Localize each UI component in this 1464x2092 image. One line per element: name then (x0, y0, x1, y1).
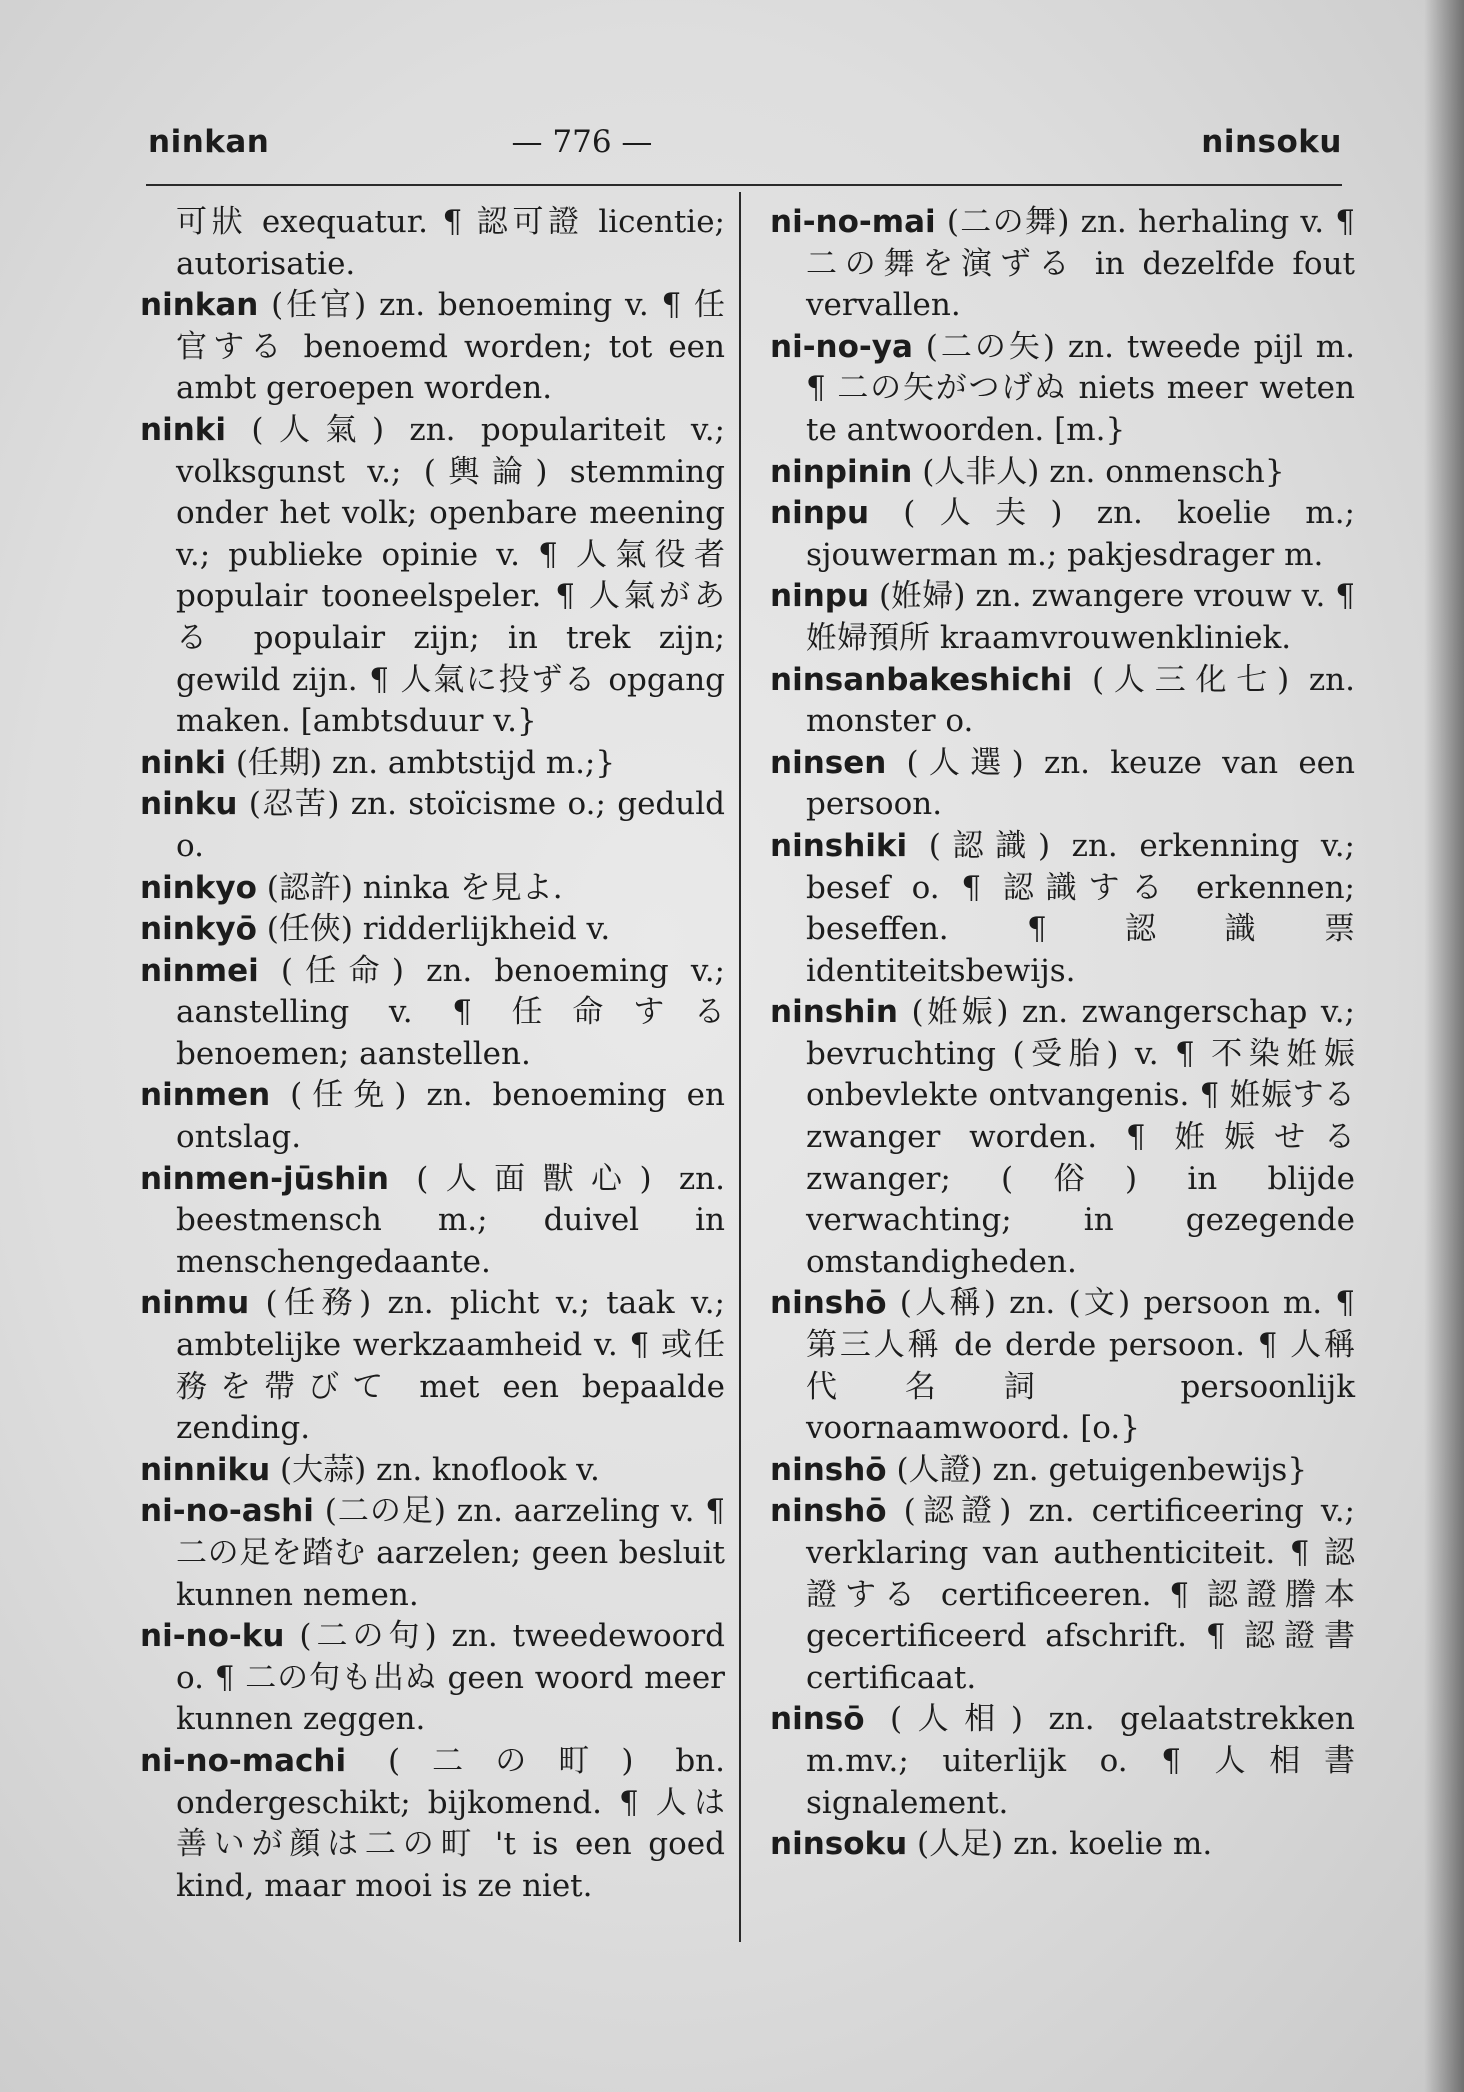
entry-body: (人夫) zn. koelie m.; sjouwerman m.; pakjesdrager m. (806, 495, 1355, 573)
entry-body: (二の足) zn. aarzeling v. ¶ 二の足を踏む aarzelen; geen besluit kunnen nemen. (176, 1493, 725, 1613)
entry-headword: ninshō (770, 1451, 887, 1488)
page-number: — 776 — (511, 124, 653, 160)
entry-body: (認識) zn. erkenning v.; besef o. ¶ 認識する erkennen; beseffen. ¶ 認識票 identiteitsbewijs. (806, 827, 1355, 989)
entry-headword: ninki (140, 744, 227, 781)
entry-headword: ninpu (770, 578, 870, 615)
dictionary-entry (770, 1283, 1355, 1449)
entry-headword: ninki (140, 411, 227, 448)
entry-headword: ninmen (140, 1077, 271, 1114)
dictionary-entry (140, 743, 725, 785)
dictionary-entry (140, 1616, 725, 1741)
entry-headword: ni-no-machi (140, 1742, 347, 1779)
entry-headword: ninsen (770, 744, 887, 781)
dictionary-entry (140, 909, 725, 951)
dictionary-entry (140, 1075, 725, 1158)
dictionary-entry (770, 1699, 1355, 1824)
entry-headword: ninku (140, 786, 238, 823)
dictionary-entry (770, 660, 1355, 743)
dictionary-entry (770, 1450, 1355, 1492)
entry-body: (任期) zn. ambtstijd m.;} (226, 744, 616, 781)
entry-headword: ni-no-ku (140, 1618, 285, 1655)
entry-body: (人足) zn. koelie m. (907, 1826, 1213, 1863)
entry-body: (認證) zn. certificeering v.; verklaring van authenticiteit. ¶ 認證する certificeeren. ¶ 認證謄本 gecertificeerd afschrift. ¶ 認證書 certificaat. (806, 1493, 1355, 1696)
entry-body: (姙婦) zn. zwangere vrouw v. ¶ 姙婦預所 kraamvrouwenkliniek. (806, 578, 1355, 656)
entry-body: (人相) zn. gelaatstrekken m.mv.; uiterlijk o. ¶ 人相書 signalement. (806, 1701, 1355, 1821)
dictionary-entry (140, 784, 725, 867)
entry-body: (任官) zn. benoeming v. ¶ 任官する benoemd worden; tot een ambt geroepen worden. (176, 287, 725, 407)
dictionary-entry (140, 1741, 725, 1907)
dictionary-entry (140, 951, 725, 1076)
entry-body: (二の句) zn. tweedewoord o. ¶ 二の句も出ぬ geen woord meer kunnen zeggen. (176, 1618, 725, 1738)
entry-body: (大蒜) zn. knoflook v. (270, 1451, 600, 1488)
entry-headword: ni-no-ya (770, 328, 913, 365)
dictionary-entry (140, 1450, 725, 1492)
dictionary-entry (770, 493, 1355, 576)
dictionary-entry (770, 1491, 1355, 1699)
entry-body: (人三化七) zn. monster o. (806, 661, 1355, 740)
entry-headword: ninshō (770, 1493, 887, 1530)
column-divider (739, 192, 741, 1942)
dictionary-entry (770, 452, 1355, 494)
entry-body: 可狀 exequatur. ¶ 認可證 licentie; autorisatie. (176, 204, 725, 282)
dictionary-entry (140, 1159, 725, 1284)
entry-body: (任務) zn. plicht v.; taak v.; ambtelijke werkzaamheid v. ¶ 或任務を帶びて met een bepaalde zending. (176, 1285, 725, 1447)
left-column (140, 202, 725, 1907)
entry-headword: ninmu (140, 1285, 250, 1322)
entry-body: (二の舞) zn. herhaling v. ¶ 二の舞を演ずる in dezelfde fout vervallen. (806, 204, 1355, 324)
running-head-left: ninkan (148, 124, 270, 160)
dictionary-entry (140, 868, 725, 910)
page-spine-shadow (1424, 0, 1464, 2092)
entry-headword: ni-no-mai (770, 204, 936, 240)
running-head-right: ninsoku (1201, 124, 1342, 160)
dictionary-entry (140, 202, 725, 285)
dictionary-entry (140, 1491, 725, 1616)
dictionary-entry (770, 743, 1355, 826)
entry-body: (人稱) zn. (文) persoon m. ¶ 第三人稱 de derde persoon. ¶ 人稱代名詞 persoonlijk voornaamwoord. [o.} (806, 1285, 1355, 1447)
entry-headword: ninsanbakeshichi (770, 661, 1073, 698)
entry-headword: ni-no-ashi (140, 1493, 314, 1530)
entry-body: (人選) zn. keuze van een persoon. (806, 744, 1355, 823)
entry-body: (人氣) zn. populariteit v.; volksgunst v.; (輿論) stemming onder het volk; openbare meening v.; publieke opinie v. ¶ 人氣役者 populair tooneelspeler. ¶ 人氣がある populair zijn; in trek zijn; gewild zijn. ¶ 人氣に投ずる opgang maken. [ambtsduur v.} (176, 411, 725, 740)
dictionary-entry (770, 1824, 1355, 1866)
dictionary-entry (140, 285, 725, 410)
entry-body: (認許) ninka を見よ. (256, 869, 563, 906)
entry-headword: ninsoku (770, 1826, 908, 1863)
entry-headword: ninkan (140, 287, 259, 324)
dictionary-entry (770, 327, 1355, 452)
entry-headword: ninpu (770, 495, 870, 532)
right-column (770, 202, 1355, 1866)
entry-body: (任俠) ridderlijkheid v. (256, 911, 611, 948)
dictionary-entry (770, 202, 1355, 327)
entry-headword: ninpinin (770, 453, 913, 490)
entry-body: (人非人) zn. onmensch} (912, 453, 1285, 490)
entry-body: (二の町) bn. ondergeschikt; bijkomend. ¶ 人は善いが顔は二の町 't is een goed kind, maar mooi is ze niet. (176, 1742, 725, 1904)
entry-body: (任命) zn. benoeming v.; aanstelling v. ¶ 任命する benoemen; aanstellen. (176, 952, 725, 1072)
entry-headword: ninkyō (140, 911, 257, 948)
dictionary-entry (770, 992, 1355, 1283)
dictionary-entry (770, 576, 1355, 659)
entry-headword: ninsō (770, 1701, 865, 1738)
entry-body: (忍苦) zn. stoïcisme o.; geduld o. (176, 786, 725, 864)
entry-body: (任免) zn. benoeming en ontslag. (176, 1077, 725, 1156)
entry-headword: ninshō (770, 1285, 887, 1322)
entry-headword: ninshin (770, 994, 898, 1031)
entry-headword: ninmen-jūshin (140, 1160, 389, 1197)
dictionary-entry (140, 1283, 725, 1449)
entry-body: (人證) zn. getuigenbewijs} (886, 1451, 1308, 1488)
entry-body: (人面獸心) zn. beestmensch m.; duivel in menschengedaante. (176, 1160, 725, 1280)
dictionary-entry (770, 826, 1355, 992)
entry-body: (二の矢) zn. tweede pijl m. ¶ 二の矢がつげぬ niets meer weten te antwoorden. [m.} (806, 328, 1355, 448)
entry-headword: ninniku (140, 1451, 271, 1488)
entry-headword: ninmei (140, 952, 259, 989)
dictionary-entry (140, 410, 725, 743)
entry-headword: ninkyo (140, 869, 257, 906)
entry-headword: ninshiki (770, 827, 908, 864)
entry-body: (姙娠) zn. zwangerschap v.; bevruchting (受胎) v. ¶ 不染姙娠 onbevlekte ontvangenis. ¶ 姙娠する zwanger worden. ¶ 姙娠せる zwanger; (俗) in blijde verwachting; in gezegende omstandigheden. (806, 994, 1355, 1280)
header-rule (146, 184, 1342, 186)
